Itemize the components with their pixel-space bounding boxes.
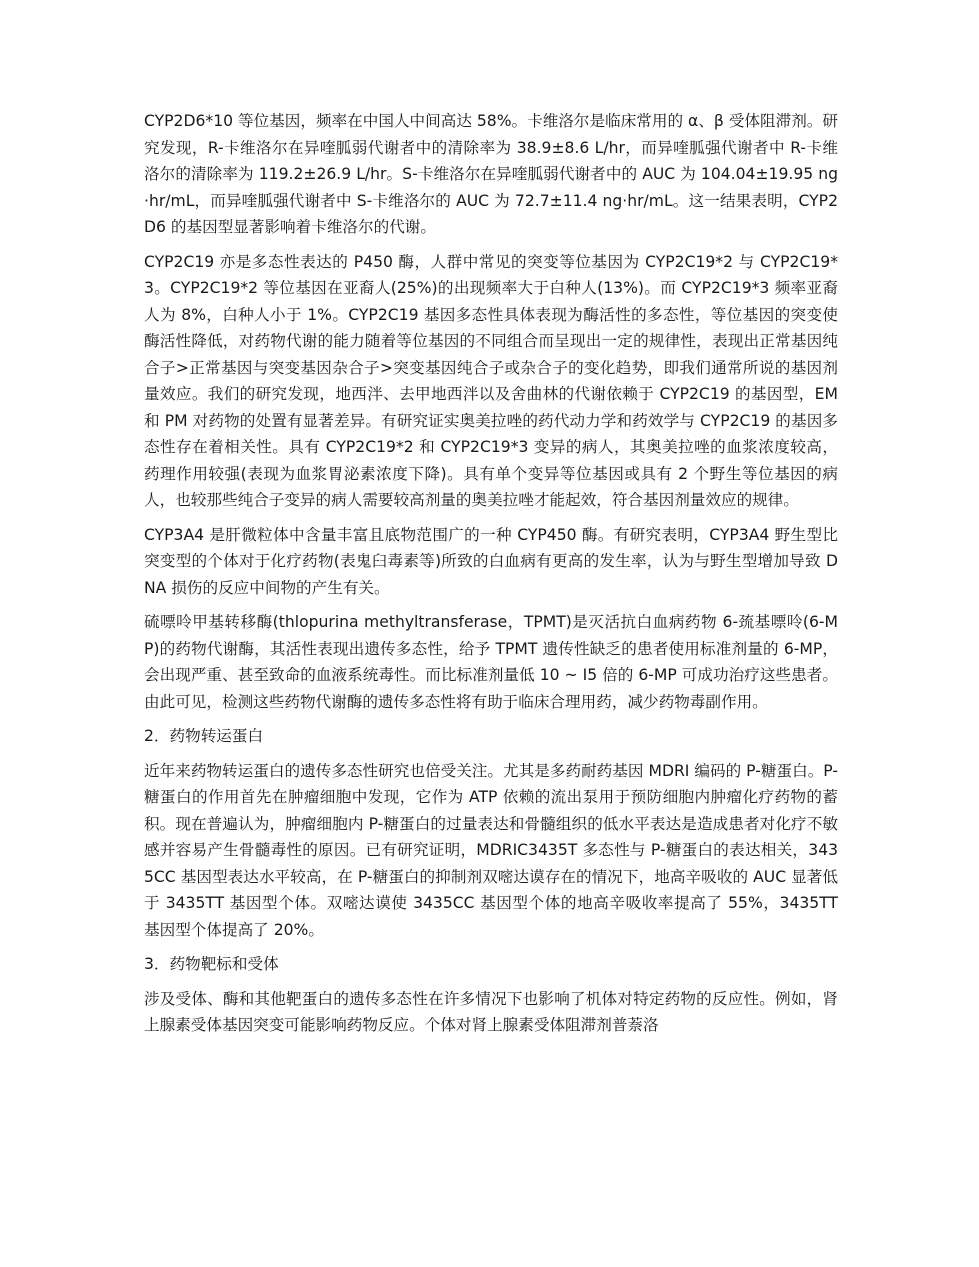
- paragraph-cyp2c19: CYP2C19 亦是多态性表达的 P450 酶，人群中常见的突变等位基因为 CYP2C19*2 与 CYP2C19*3。CYP2C19*2 等位基因在亚裔人(25%)的出现频率大于白种人(13%)。而 CYP2C19*3 频率亚裔人为 8%，白种人小于 1%。CYP2C19 基因多态性具体表现为酶活性的多态性，等位基因的突变使酶活性降低，对药物代谢的能力随着等位基因的不同组合而呈现出一定的规律性，表现出正常基因纯合子>正常基因与突变基因杂合子>突变基因纯合子或杂合子的变化趋势，即我们通常所说的基因剂量效应。我们的研究发现，地西泮、去甲地西泮以及舍曲林的代谢依赖于 CYP2C19 的基因型，EM 和 PM 对药物的处置有显著差异。有研究证实奥美拉唑的药代动力学和药效学与 CYP2C19 的基因多态性存在着相关性。具有 CYP2C19*2 和 CYP2C19*3 变异的病人，其奥美拉唑的血浆浓度较高，药理作用较强(表现为血浆胃泌素浓度下降)。具有单个变异等位基因或具有 2 个野生等位基因的病人，也较那些纯合子变异的病人需要较高剂量的奥美拉唑才能起效，符合基因剂量效应的规律。: [144, 252, 838, 509]
- section-heading-drug-targets: 3．药物靶标和受体: [144, 955, 279, 973]
- paragraph-cyp3a4: CYP3A4 是肝微粒体中含量丰富且底物范围广的一种 CYP450 酶。有研究表明，CYP3A4 野生型比突变型的个体对于化疗药物(表鬼臼毒素等)所致的白血病有更高的发生率，认为与野生型增加导致 DNA 损伤的反应中间物的产生有关。: [144, 525, 838, 597]
- document-page: [144, 108, 838, 1047]
- paragraph-p-glycoprotein: 近年来药物转运蛋白的遗传多态性研究也倍受关注。尤其是多药耐药基因 MDRI 编码的 P-糖蛋白。P-糖蛋白的作用首先在肿瘤细胞中发现，它作为 ATP 依赖的流出泵用于预防细胞内肿瘤化疗药物的蓄积。现在普遍认为，肿瘤细胞内 P-糖蛋白的过量表达和骨髓组织的低水平表达是造成患者对化疗不敏感并容易产生骨髓毒性的原因。已有研究证明，MDRIC3435T 多态性与 P-糖蛋白的表达相关，3435CC 基因型表达水平较高，在 P-糖蛋白的抑制剂双嘧达谟存在的情况下，地高辛吸收的 AUC 显著低于 3435TT 基因型个体。双嘧达谟使 3435CC 基因型个体的地高辛吸收率提高了 55%，3435TT 基因型个体提高了 20%。: [144, 761, 838, 939]
- paragraph-receptors: 涉及受体、酶和其他靶蛋白的遗传多态性在许多情况下也影响了机体对特定药物的反应性。例如，肾上腺素受体基因突变可能影响药物反应。个体对肾上腺素受体阻滞剂普萘洛: [144, 989, 838, 1034]
- paragraph-cyp2d6: CYP2D6*10 等位基因，频率在中国人中间高达 58%。卡维洛尔是临床常用的 α、β 受体阻滞剂。研究发现，R-卡维洛尔在异喹胍弱代谢者中的清除率为 38.9±8.6 L/hr，而异喹胍强代谢者中 R-卡维洛尔的清除率为 119.2±26.9 L/hr。S-卡维洛尔在异喹胍弱代谢者中的 AUC 为 104.04±19.95 ng·hr/mL，而异喹胍强代谢者中 S-卡维洛尔的 AUC 为 72.7±11.4 ng·hr/mL。这一结果表明，CYP2D6 的基因型显著影响着卡维洛尔的代谢。: [144, 112, 838, 236]
- section-heading-drug-transporters: 2．药物转运蛋白: [144, 727, 264, 745]
- paragraph-tpmt: 硫嘌呤甲基转移酶(thlopurina methyltransferase，TPMT)是灭活抗白血病药物 6-巯基嘌呤(6-MP)的药物代谢酶，其活性表现出遗传多态性，给予 TPMT 遗传性缺乏的患者使用标准剂量的 6-MP，会出现严重、甚至致命的血液系统毒性。而比标准剂量低 10 ~ I5 倍的 6-MP 可成功治疗这些患者。由此可见，检测这些药物代谢酶的遗传多态性将有助于临床合理用药，减少药物毒副作用。: [144, 613, 838, 711]
